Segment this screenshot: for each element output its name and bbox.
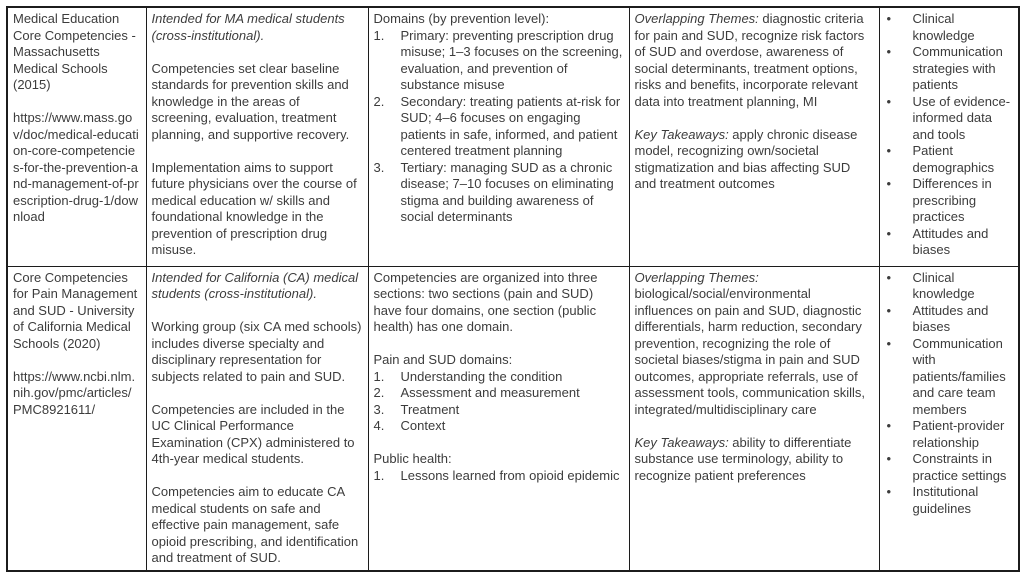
domains-list-title: Public health: bbox=[373, 451, 452, 466]
numbered-item bbox=[374, 160, 623, 226]
bullet-text: Attitudes and biases bbox=[912, 225, 989, 257]
source-cell bbox=[7, 266, 146, 571]
bullet-icon: • bbox=[886, 44, 892, 59]
bullet-text: Clinical knowledge bbox=[912, 11, 975, 43]
description-paragraph: Working group (six CA med schools) includes diverse specialty and disciplinary representation for subjects related to pain and SUD. bbox=[151, 319, 362, 384]
bullet-item bbox=[885, 270, 1013, 303]
domains-list-title: Pain and SUD domains: bbox=[373, 352, 513, 367]
description-paragraph: Competencies aim to educate CA medical students on safe and effective pain management, safe opioid prescribing, and identification and treatment of SUD. bbox=[151, 484, 359, 565]
item-number: 4. bbox=[373, 418, 385, 433]
bullet-item bbox=[885, 303, 1013, 336]
item-text: Context bbox=[400, 418, 446, 433]
bullet-text: Patient demographics bbox=[912, 143, 995, 175]
item-text: Understanding the condition bbox=[400, 368, 563, 384]
item-text: Primary: preventing prescription drug misuse; 1–3 focuses on the screening, evaluation, and prevention of substance misuse bbox=[400, 27, 623, 92]
description-cell bbox=[146, 266, 368, 571]
item-number: 3. bbox=[373, 159, 385, 175]
item-number: 1. bbox=[373, 467, 385, 483]
numbered-item bbox=[374, 94, 623, 160]
bullet-text: Patient-provider relationship bbox=[912, 418, 1005, 450]
item-text: Assessment and measurement bbox=[400, 385, 580, 400]
topics-cell bbox=[879, 266, 1019, 571]
competency-comparison-table bbox=[6, 6, 1020, 572]
key-takeaways-text: ability to differentiate substance use terminology, ability to recognize patient preferences bbox=[634, 434, 852, 483]
bullet-icon: • bbox=[886, 225, 892, 241]
description-paragraph: Competencies set clear baseline standards for prevention skills and knowledge in the areas of screening, evaluation, treatment planning, and supportive recovery. bbox=[151, 60, 350, 142]
item-number: 1. bbox=[373, 368, 385, 384]
bullet-item bbox=[885, 418, 1013, 451]
table-row-massachusetts bbox=[7, 7, 1019, 266]
bullet-item bbox=[885, 143, 1013, 176]
item-number: 1. bbox=[373, 27, 385, 43]
numbered-item bbox=[374, 402, 623, 419]
bullet-text: Communication strategies with patients bbox=[912, 44, 1003, 92]
themes-cell bbox=[629, 266, 879, 571]
overlapping-themes-text: diagnostic criteria for pain and SUD, recognize risk factors of SUD and overdose, awareness of social determinants, treatment options, risks and benefits, incorporate relevant data into treatment planning, MI bbox=[634, 11, 865, 109]
overlapping-themes bbox=[635, 270, 873, 419]
bullet-icon: • bbox=[886, 451, 892, 466]
bullet-text: Attitudes and biases bbox=[912, 302, 989, 334]
source-cell bbox=[7, 7, 146, 266]
overlapping-themes-text: biological/social/environmental influences on pain and SUD, diagnostic differentials, harm reduction, secondary prevention, recognizing the role of societal biases/stigma in pain and SUD outcomes, appropriate referrals, use of assessment tools, communication skills, integrated/multidisciplinary care bbox=[634, 286, 865, 417]
table-row-california bbox=[7, 266, 1019, 571]
numbered-item bbox=[374, 468, 623, 485]
bullet-item bbox=[885, 336, 1013, 419]
bullet-item bbox=[885, 451, 1013, 484]
bullet-icon: • bbox=[886, 484, 892, 499]
overlapping-themes bbox=[635, 11, 873, 110]
numbered-item bbox=[374, 418, 623, 435]
numbered-item bbox=[374, 28, 623, 94]
numbered-item bbox=[374, 385, 623, 402]
item-number: 3. bbox=[373, 401, 385, 417]
source-title: Core Competencies for Pain Management and SUD - University of California Medical Schools (2020) bbox=[13, 269, 138, 351]
key-takeaways bbox=[635, 435, 873, 485]
spacer bbox=[374, 435, 623, 452]
bullet-text: Constraints in practice settings bbox=[912, 451, 1007, 483]
domains-cell bbox=[368, 7, 629, 266]
bullet-icon: • bbox=[886, 302, 892, 318]
key-takeaways-text: apply chronic disease model, recognizing own/societal stigmatization and bias affecting SUD and treatment outcomes bbox=[634, 126, 858, 191]
description-paragraph: Implementation aims to support future physicians over the course of medical education w/ skills and foundational knowledge in the prevention of prescription drug misuse. bbox=[151, 159, 357, 257]
bullet-item bbox=[885, 226, 1013, 259]
bullet-icon: • bbox=[886, 143, 892, 158]
domains-intro: Domains (by prevention level): bbox=[373, 11, 550, 26]
key-takeaways-label: Key Takeaways: bbox=[634, 126, 729, 142]
numbered-item bbox=[374, 369, 623, 386]
key-takeaways bbox=[635, 127, 873, 193]
themes-cell bbox=[629, 7, 879, 266]
description-paragraph: Competencies are included in the UC Clinical Performance Examination (CPX) administered to 4th-year medical students. bbox=[151, 401, 355, 466]
bullet-item bbox=[885, 484, 1013, 517]
bullet-icon: • bbox=[886, 176, 892, 191]
bullet-text: Differences in prescribing practices bbox=[912, 176, 992, 224]
bullet-text: Communication with patients/families and care team members bbox=[912, 335, 1006, 417]
domains-intro: Competencies are organized into three sections: two sections (pain and SUD) have four domains, one section (public health) has one domain. bbox=[373, 269, 598, 334]
bullet-icon: • bbox=[886, 269, 892, 285]
bullet-item bbox=[885, 44, 1013, 94]
intended-audience: Intended for MA medical students (cross-institutional). bbox=[151, 11, 345, 43]
overlapping-themes-label: Overlapping Themes: bbox=[634, 11, 759, 26]
item-number: 2. bbox=[373, 93, 385, 109]
bullet-item bbox=[885, 176, 1013, 226]
bullet-text: Clinical knowledge bbox=[912, 269, 975, 301]
source-url-link[interactable]: https://www.ncbi.nlm.nih.gov/pmc/articles/PMC8921611/ bbox=[13, 368, 136, 417]
bullet-text: Use of evidence-informed data and tools bbox=[912, 93, 1011, 142]
source-title: Medical Education Core Competencies - Massachusetts Medical Schools (2015) bbox=[13, 11, 136, 92]
item-number: 2. bbox=[373, 385, 385, 400]
bullet-text: Institutional guidelines bbox=[912, 484, 979, 516]
bullet-item bbox=[885, 11, 1013, 44]
item-text: Tertiary: managing SUD as a chronic disease; 7–10 focuses on eliminating stigma and building awareness of social determinants bbox=[400, 159, 614, 224]
description-cell bbox=[146, 7, 368, 266]
item-text: Secondary: treating patients at-risk for SUD; 4–6 focuses on engaging patients in safe, informed, and patient centered treatment planning bbox=[400, 93, 621, 158]
item-text: Treatment bbox=[400, 401, 460, 417]
bullet-icon: • bbox=[886, 11, 892, 26]
topics-cell bbox=[879, 7, 1019, 266]
bullet-icon: • bbox=[886, 93, 892, 109]
bullet-icon: • bbox=[886, 418, 892, 433]
item-text: Lessons learned from opioid epidemic bbox=[400, 467, 620, 483]
domains-cell bbox=[368, 266, 629, 571]
bullet-icon: • bbox=[886, 335, 892, 351]
bullet-item bbox=[885, 94, 1013, 144]
overlapping-themes-label: Overlapping Themes: bbox=[634, 269, 759, 285]
key-takeaways-label: Key Takeaways: bbox=[634, 434, 729, 450]
source-url-link[interactable]: https://www.mass.gov/doc/medical-education-core-competencies-for-the-prevention-and-management-of-prescription-drug-1/download bbox=[13, 110, 139, 224]
intended-audience: Intended for California (CA) medical students (cross-institutional). bbox=[151, 269, 359, 301]
